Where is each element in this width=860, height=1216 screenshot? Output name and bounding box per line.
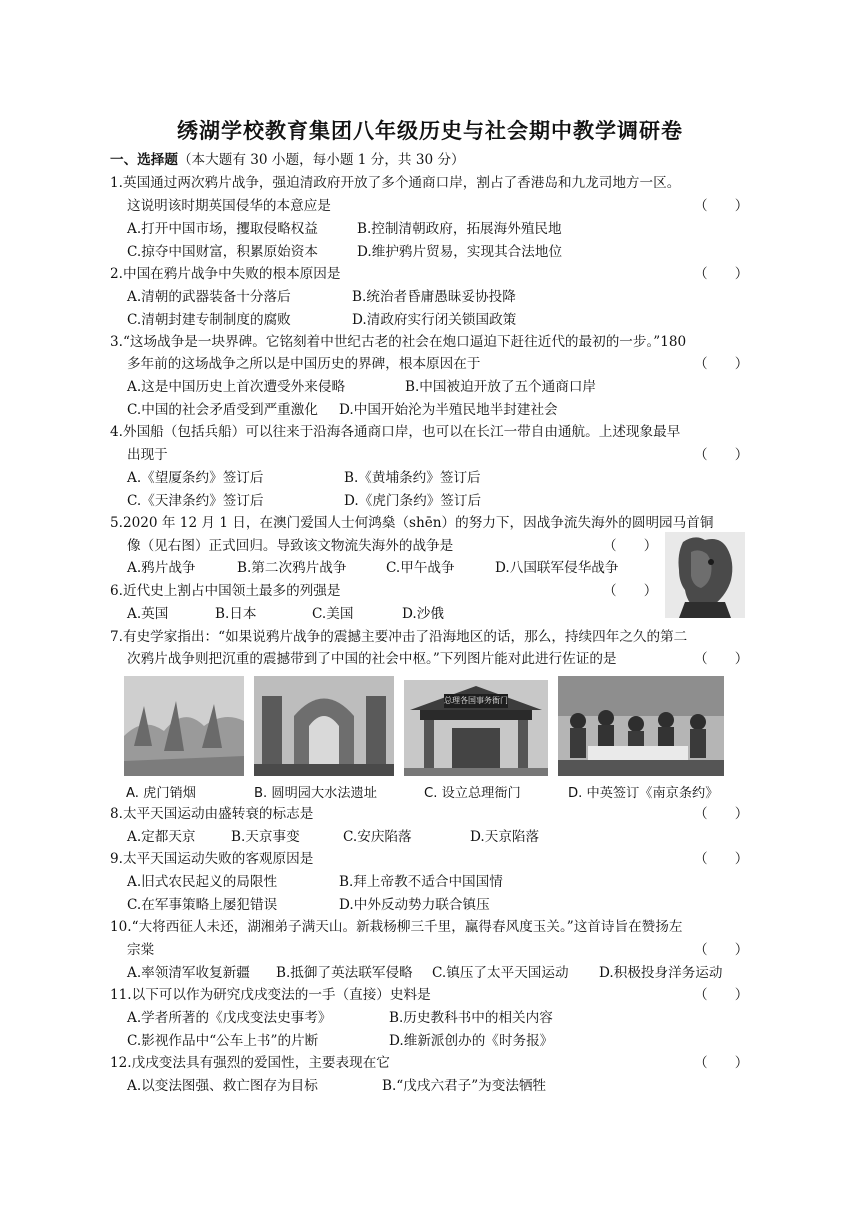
q9-stem: 9.太平天国运动失败的客观原因是 [110, 851, 314, 867]
q8-option-a[interactable]: A.定都天京 [127, 829, 196, 845]
q8-answer-blank[interactable]: （ ） [694, 806, 749, 822]
q4-option-a[interactable]: A.《望厦条约》签订后 [127, 470, 264, 486]
q7-answer-blank[interactable]: （ ） [694, 651, 749, 667]
section-note: （本大题有 30 小题，每小题 1 分，共 30 分） [177, 152, 465, 168]
q2-option-d[interactable]: D.清政府实行闭关锁国政策 [352, 312, 517, 328]
q11-option-d[interactable]: D.维新派创办的《时务报》 [389, 1033, 554, 1049]
q11-option-c[interactable]: C.影视作品中“公车上书”的片断 [127, 1033, 319, 1049]
q3-answer-blank[interactable]: （ ） [694, 356, 749, 372]
q4-option-b[interactable]: B.《黄埔条约》签订后 [344, 470, 481, 486]
q10-stem-line2: 宗棠 [127, 942, 155, 958]
q3-stem-line1: 3.“这场战争是一块界碑。它铭刻着中世纪古老的社会在炮口逼迫下赶往近代的最初的一步。”180 [110, 334, 687, 350]
q6-option-a[interactable]: A.英国 [127, 606, 169, 622]
q2-stem: 2.中国在鸦片战争中失败的根本原因是 [110, 266, 341, 282]
q11-answer-blank[interactable]: （ ） [694, 987, 749, 1003]
q11-option-b[interactable]: B.历史教科书中的相关内容 [389, 1010, 553, 1026]
q2-option-c[interactable]: C.清朝封建专制制度的腐败 [127, 312, 291, 328]
q9-option-b[interactable]: B.拜上帝教不适合中国国情 [339, 874, 503, 890]
q3-option-b[interactable]: B.中国被迫开放了五个通商口岸 [405, 379, 597, 395]
yuanmingyuan-ruins-image[interactable] [254, 676, 394, 776]
q2-answer-blank[interactable]: （ ） [694, 266, 749, 282]
q1-option-b[interactable]: B.控制清朝政府，拓展海外殖民地 [357, 221, 562, 237]
q4-stem-line1: 4.外国船（包括兵船）可以往来于沿海各通商口岸，也可以在长江一带自由通航。上述现象最早 [110, 424, 681, 440]
q8-option-d[interactable]: D.天京陷落 [470, 829, 540, 845]
q8-option-b[interactable]: B.天京事变 [231, 829, 300, 845]
q1-answer-blank[interactable]: （ ） [694, 198, 749, 214]
q4-answer-blank[interactable]: （ ） [694, 447, 749, 463]
q10-option-a[interactable]: A.率领清军收复新疆 [127, 965, 250, 981]
q7-stem-line1: 7.有史学家指出：“如果说鸦片战争的震撼主要冲击了沿海地区的话，那么，持续四年之久的第二 [110, 629, 688, 645]
q10-stem-line1: 10.“大将西征人未还，湖湘弟子满天山。新栽杨柳三千里，赢得春风度玉关。”这首诗旨在赞扬左 [110, 919, 683, 935]
yamen-sign-text: 总理各国事务衙门 [444, 696, 508, 705]
q6-option-d[interactable]: D.沙俄 [402, 606, 444, 622]
q7-caption-a: A. 虎门销烟 [126, 786, 196, 801]
q2-option-a[interactable]: A.清朝的武器装备十分落后 [127, 289, 291, 305]
horse-head-bronze-image [665, 532, 745, 618]
q1-stem-line2: 这说明该时期英国侵华的本意应是 [127, 198, 331, 214]
q10-option-b[interactable]: B.抵御了英法联军侵略 [276, 965, 413, 981]
q1-option-c[interactable]: C.掠夺中国财富，积累原始资本 [127, 244, 318, 260]
q2-option-b[interactable]: B.统治者昏庸愚昧妥协投降 [352, 289, 516, 305]
q4-stem-line2: 出现于 [127, 447, 168, 463]
q7-caption-d: D. 中英签订《南京条约》 [568, 786, 719, 801]
q5-stem-line2: 像（见右图）正式回归。导致该文物流失海外的战争是 [127, 538, 454, 554]
q12-stem: 12.戊戌变法具有强烈的爱国性，主要表现在它 [110, 1055, 390, 1071]
humen-opium-burning-image[interactable] [124, 676, 244, 776]
q8-option-c[interactable]: C.安庆陷落 [343, 829, 412, 845]
q4-option-d[interactable]: D.《虎门条约》签订后 [344, 493, 482, 509]
zongli-yamen-image[interactable] [404, 680, 548, 776]
q11-option-a[interactable]: A.学者所著的《戊戌变法史事考》 [127, 1010, 332, 1026]
q5-answer-blank[interactable]: （ ） [603, 538, 658, 554]
q3-option-a[interactable]: A.这是中国历史上首次遭受外来侵略 [127, 379, 346, 395]
q1-stem-line1: 1.英国通过两次鸦片战争，强迫清政府开放了多个通商口岸，割占了香港岛和九龙司地方一区。 [110, 175, 681, 191]
q11-stem: 11.以下可以作为研究戊戌变法的一手（直接）史料是 [110, 987, 431, 1003]
q9-option-d[interactable]: D.中外反动势力联合镇压 [339, 897, 490, 913]
q10-option-c[interactable]: C.镇压了太平天国运动 [432, 965, 569, 981]
q5-option-b[interactable]: B.第二次鸦片战争 [237, 560, 347, 576]
q4-option-c[interactable]: C.《天津条约》签订后 [127, 493, 264, 509]
exam-title: 绣湖学校教育集团八年级历史与社会期中教学调研卷 [177, 118, 683, 143]
section-heading [110, 150, 465, 170]
q3-stem-line2: 多年前的这场战争之所以是中国历史的界碑，根本原因在于 [127, 356, 481, 372]
q6-option-b[interactable]: B.日本 [215, 606, 257, 622]
q9-option-c[interactable]: C.在军事策略上屡犯错误 [127, 897, 278, 913]
q6-answer-blank[interactable]: （ ） [603, 583, 658, 599]
q8-stem: 8.太平天国运动由盛转衰的标志是 [110, 806, 314, 822]
q5-stem-line1: 5.2020 年 12 月 1 日，在澳门爱国人士何鸿燊（shēn）的努力下，因战争流失海外的圆明园马首铜 [110, 515, 714, 531]
q9-option-a[interactable]: A.旧式农民起义的局限性 [127, 874, 278, 890]
q12-option-a[interactable]: A.以变法图强、救亡图存为目标 [127, 1078, 318, 1094]
q5-option-d[interactable]: D.八国联军侵华战争 [495, 560, 619, 576]
q6-option-c[interactable]: C.美国 [312, 606, 354, 622]
q1-option-a[interactable]: A.打开中国市场，攫取侵略权益 [127, 221, 318, 237]
q10-answer-blank[interactable]: （ ） [694, 942, 749, 958]
q3-option-d[interactable]: D.中国开始沦为半殖民地半封建社会 [339, 402, 558, 418]
q9-answer-blank[interactable]: （ ） [694, 851, 749, 867]
q7-stem-line2: 次鸦片战争则把沉重的震撼带到了中国的社会中枢。”下列图片能对此进行佐证的是 [127, 651, 617, 667]
q5-option-c[interactable]: C.甲午战争 [386, 560, 455, 576]
q3-option-c[interactable]: C.中国的社会矛盾受到严重激化 [127, 402, 318, 418]
q1-option-d[interactable]: D.维护鸦片贸易，实现其合法地位 [357, 244, 563, 260]
q12-answer-blank[interactable]: （ ） [694, 1055, 749, 1071]
q7-caption-b: B. 圆明园大水法遗址 [254, 786, 377, 801]
q6-stem: 6.近代史上割占中国领土最多的列强是 [110, 583, 341, 599]
section-label: 一、选择题 [110, 152, 178, 168]
q5-option-a[interactable]: A.鸦片战争 [127, 560, 196, 576]
q12-option-b[interactable]: B.“戊戌六君子”为变法牺牲 [382, 1078, 547, 1094]
q10-option-d[interactable]: D.积极投身洋务运动 [599, 965, 723, 981]
q7-caption-c: C. 设立总理衙门 [424, 786, 521, 801]
nanjing-treaty-signing-image[interactable] [558, 676, 724, 776]
